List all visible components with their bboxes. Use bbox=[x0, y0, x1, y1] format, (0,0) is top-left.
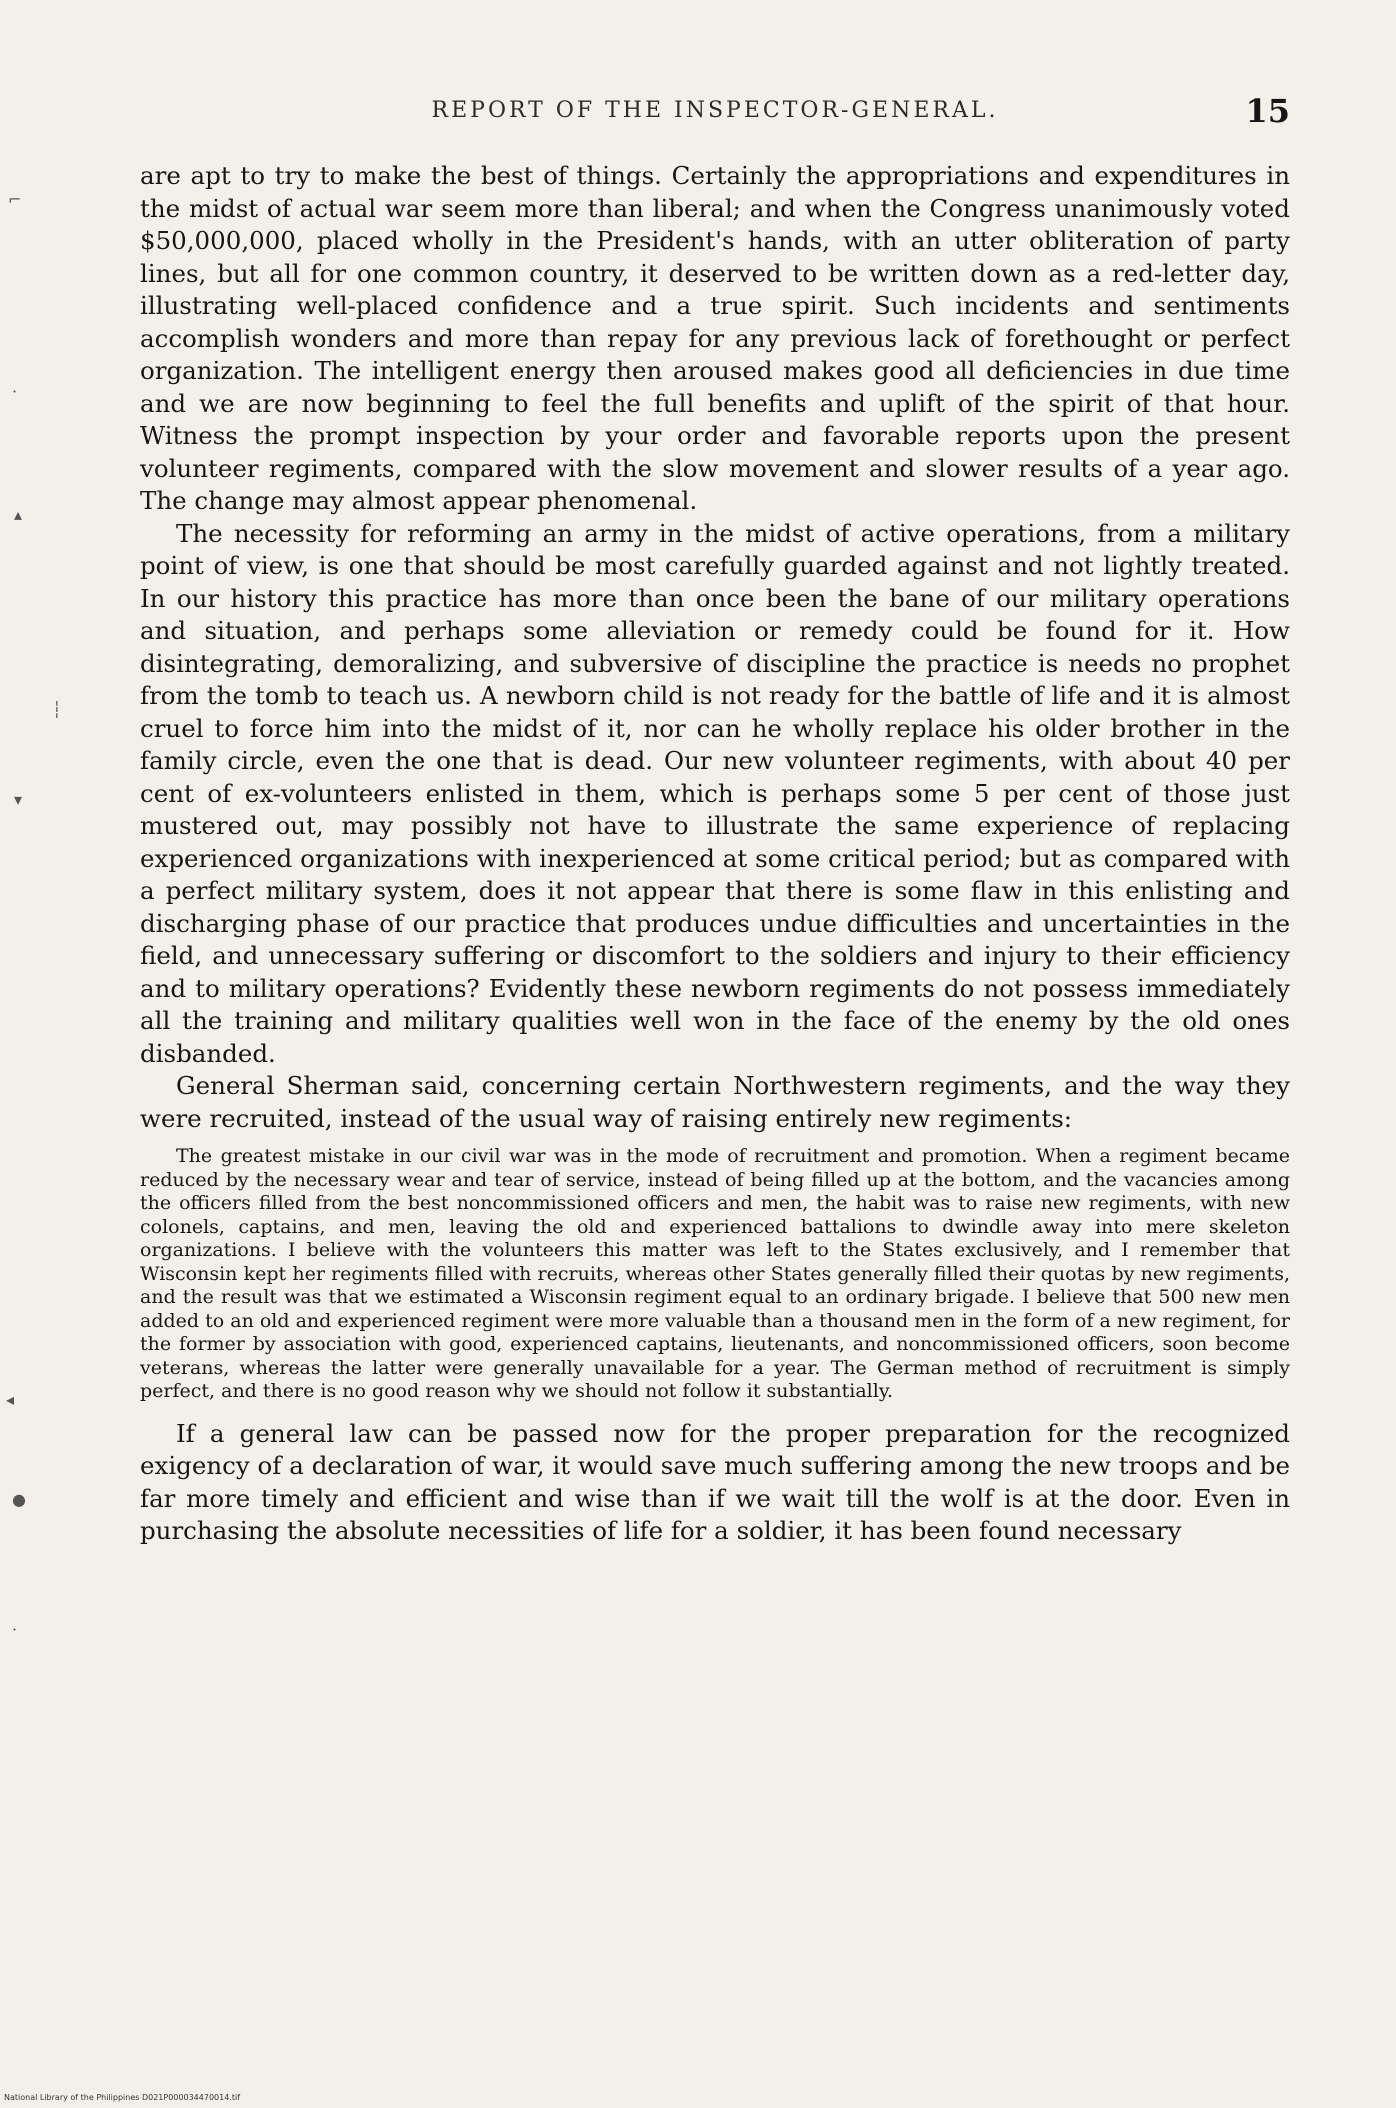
paragraph-2: The necessity for reforming an army in the midst of active operations, from a military point of view, is one that should be most carefully guarded against and not lightly treated. In our history this practice has more than once been the bane of our military operations and situation, and perhaps some alleviation or remedy could be found for it. How disintegrating, demoralizing, and subversive of discipline the practice is needs no prophet from the tomb to teach us. A newborn child is not ready for the battle of life and it is almost cruel to force him into the midst of it, nor can he wholly replace his older brother in the family circle, even the one that is dead. Our new volunteer regiments, with about 40 per cent of ex-volunteers enlisted in them, which is perhaps some 5 per cent of those just mustered out, may possibly not have to illustrate the same experience of replacing experienced organizations with inexperienced at some critical period; but as compared with a perfect military system, does it not appear that there is some flaw in this enlisting and discharging phase of our practice that produces undue difficulties and uncertainties in the field, and unnecessary suffering or discomfort to the soldiers and injury to their efficiency and to military operations? Evidently these newborn regiments do not possess immediately all the training and military qualities well won in the face of the enemy by the old ones disbanded. bbox=[140, 518, 1290, 1068]
paragraph-1: are apt to try to make the best of things. Certainly the appropriations and expenditures in the midst of actual war seem more than liberal; and when the Congress unanimously voted $50,000,000, placed wholly in the President's hands, with an utter obliteration of party lines, but all for one common country, it deserved to be written down as a red-letter day, illustrating well-placed confidence and a true spirit. Such incidents and sentiments accomplish wonders and more than repay for any previous lack of forethought or perfect organization. The intelligent energy then aroused makes good all deficiencies in due time and we are now beginning to feel the full benefits and uplift of the spirit of that hour. Witness the prompt inspection by your order and favorable reports upon the present volunteer regiments, compared with the slow movement and slower results of a year ago. The change may almost appear phenomenal. bbox=[140, 161, 1290, 515]
scan-footer: National Library of the Philippines D021P000034470014.tif bbox=[4, 2093, 241, 2102]
block-quote: The greatest mistake in our civil war was in the mode of recruitment and promotion. When a regiment became reduced by the necessary wear and tear of service, instead of being filled up at the bottom, and the vacancies among the officers filled from the best noncommissioned officers and men, the habit was to raise new regiments, with new colonels, captains, and men, leaving the old and experienced battalions to dwindle away into mere skeleton organizations. I believe with the volunteers this matter was left to the States exclusively, and I remember that Wisconsin kept her regiments filled with recruits, whereas other States generally filled their quotas by new regiments, and the result was that we estimated a Wisconsin regiment equal to an ordinary brigade. I believe that 500 new men added to an old and experienced regiment were more valuable than a thousand men in the form of a new regiment, for the former by association with good, experienced captains, lieutenants, and noncommissioned officers, soon become veterans, whereas the latter were generally unavailable for a year. The German method of recruitment is simply perfect, and there is no good reason why we should not follow it substantially. bbox=[140, 1145, 1290, 1402]
margin-mark: ⌐ bbox=[8, 190, 22, 209]
page-number: 15 bbox=[1245, 92, 1290, 130]
margin-mark: ┆ bbox=[52, 700, 62, 719]
margin-mark: ▴ bbox=[14, 505, 23, 524]
body-text bbox=[140, 160, 1290, 1548]
margin-mark: ● bbox=[12, 1490, 26, 1509]
closing-paragraph: If a general law can be passed now for the proper preparation for the recognized exigency of a declaration of war, it would save much suffering among the new troops and be far more timely and efficient and wise than if we wait till the wolf is at the door. Even in purchasing the absolute necessities of life for a soldier, it has been found necessary bbox=[140, 1418, 1290, 1545]
page-header bbox=[140, 92, 1290, 138]
margin-mark: · bbox=[12, 382, 18, 401]
paragraph-3: General Sherman said, concerning certain Northwestern regiments, and the way they were recruited, instead of the usual way of raising entirely new regiments: bbox=[140, 1071, 1290, 1133]
margin-mark: ◂ bbox=[6, 1390, 15, 1409]
margin-mark: · bbox=[12, 1620, 18, 1639]
margin-mark: ▾ bbox=[14, 790, 23, 809]
running-head: REPORT OF THE INSPECTOR-GENERAL. bbox=[431, 98, 999, 123]
